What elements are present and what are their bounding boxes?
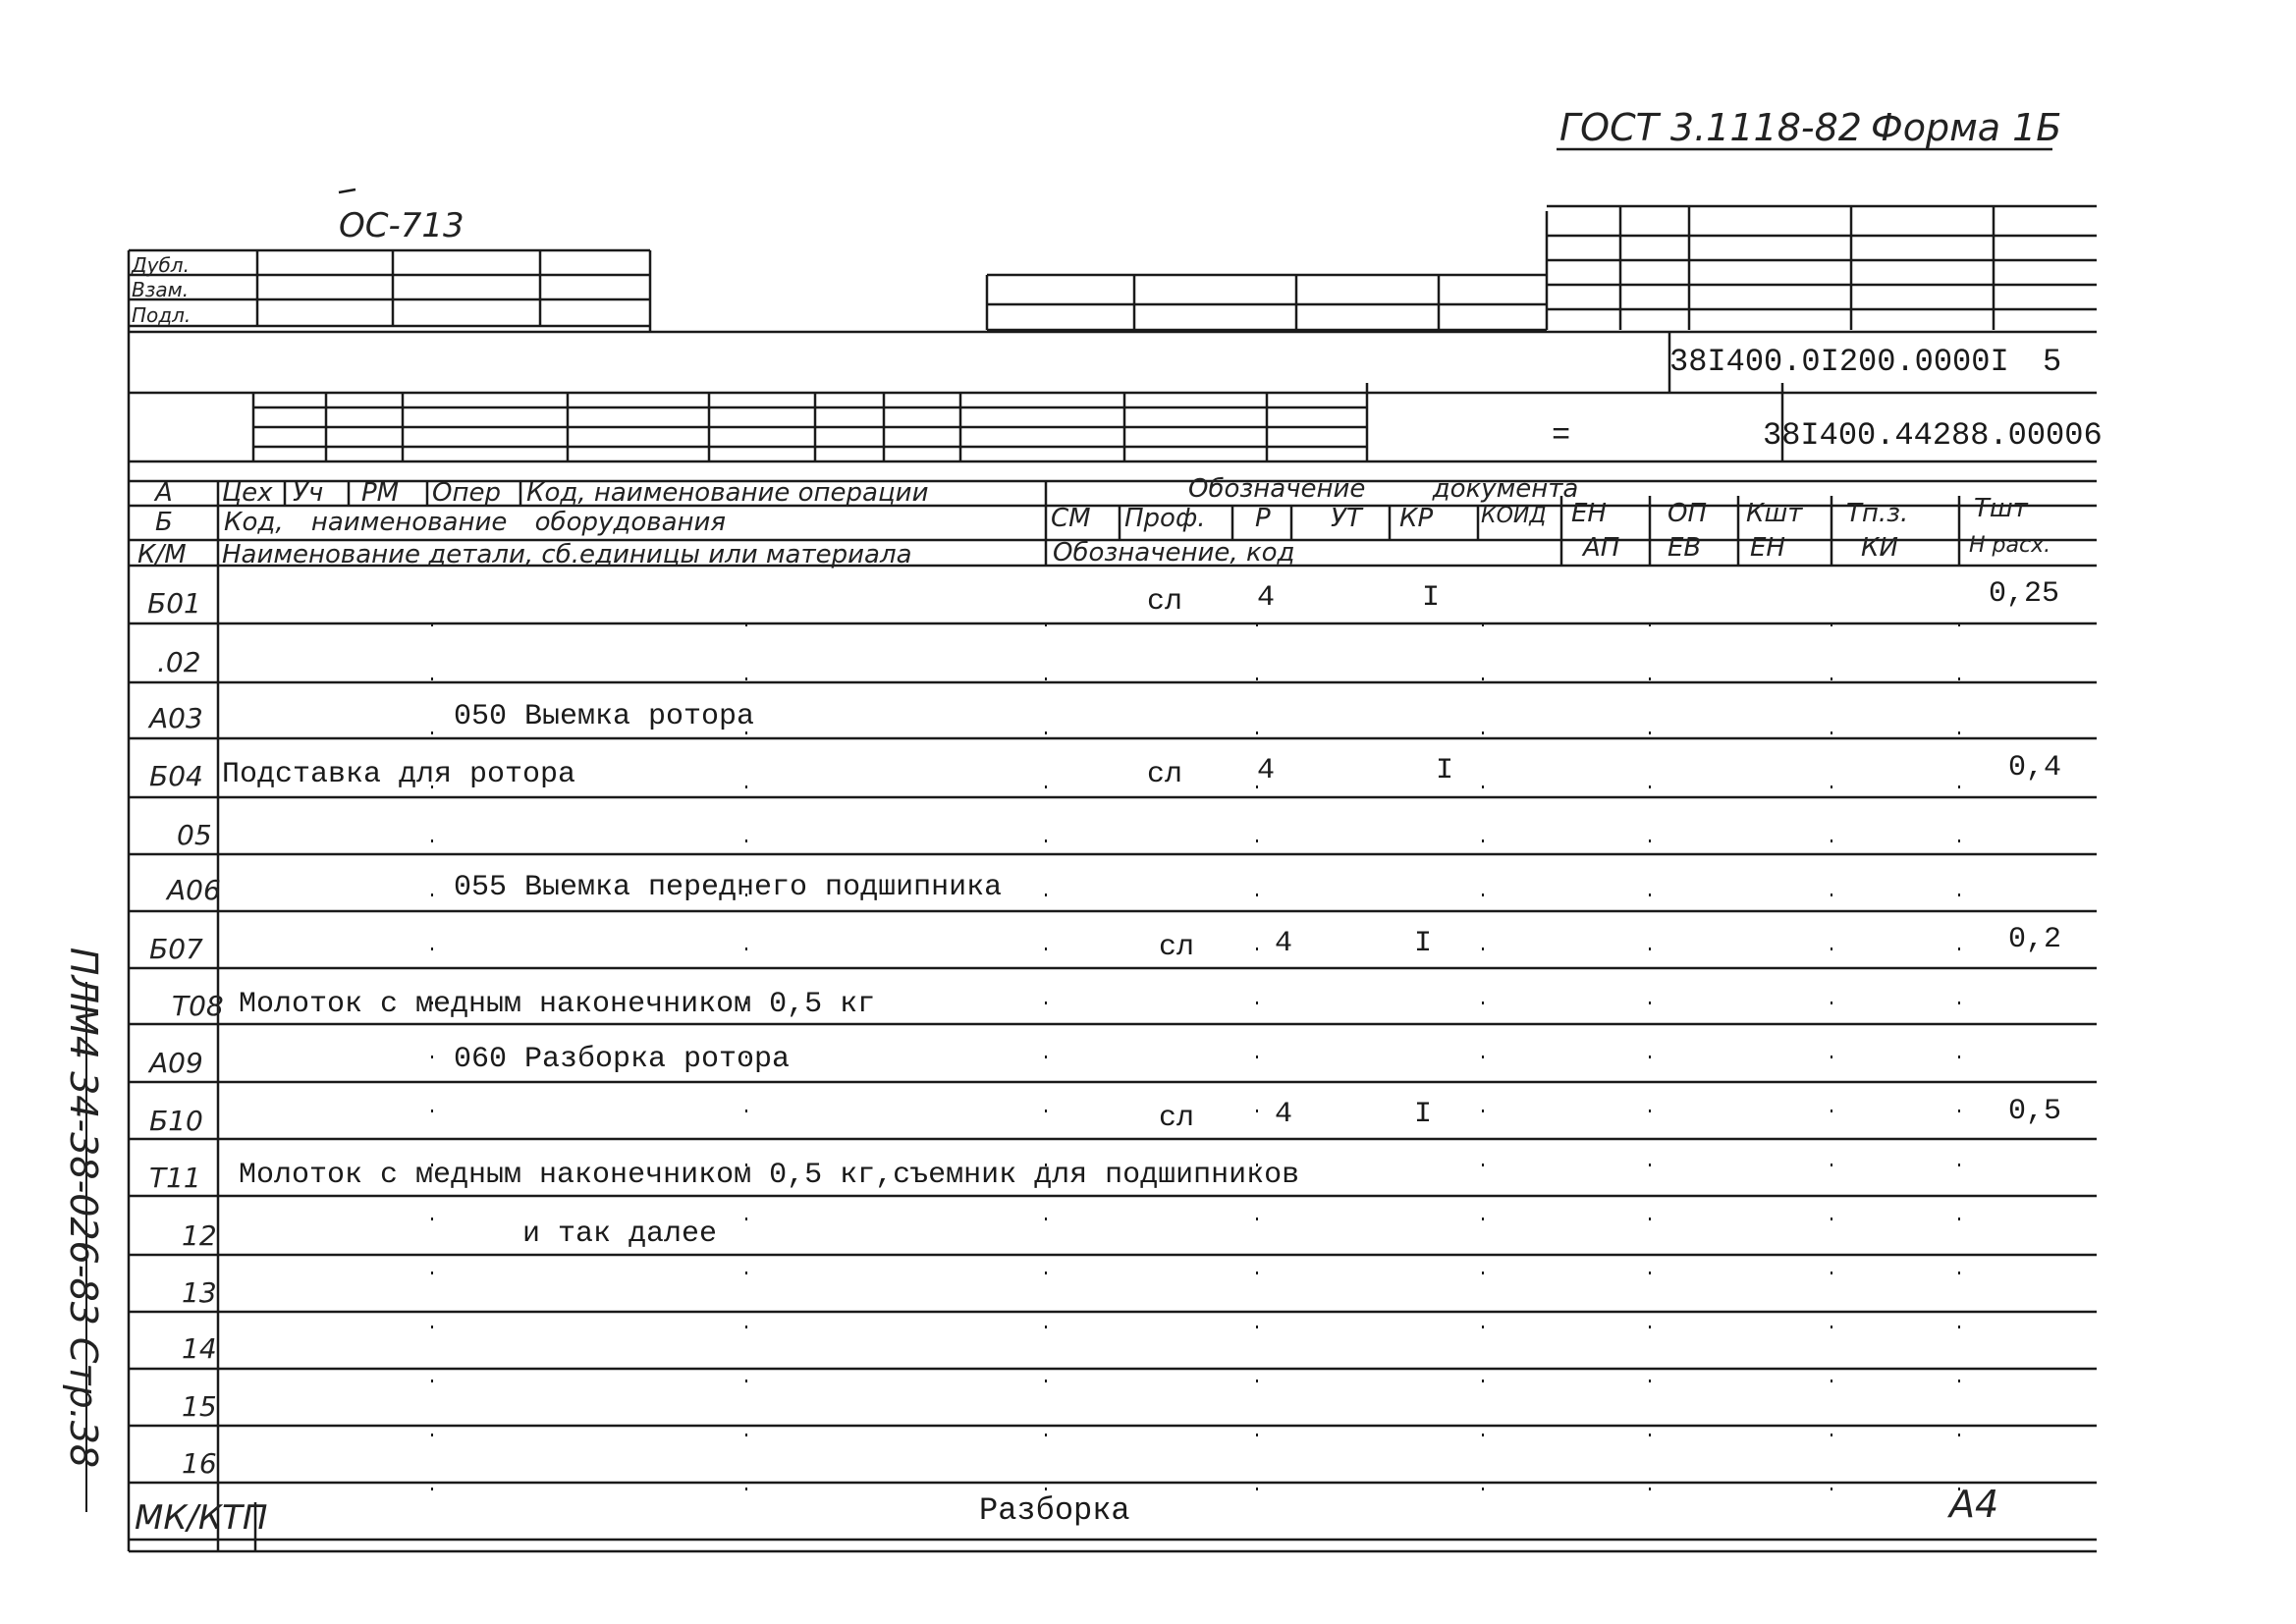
hdr-nrash: Н расх. — [1969, 533, 2051, 558]
row-label: 05 — [177, 819, 212, 851]
row-prof: сл — [1159, 1102, 1195, 1135]
hdr-ksht: Кшт — [1746, 499, 1803, 528]
footer-title: Разборка — [979, 1492, 1130, 1529]
hdr-equip: Код, наименование оборудования — [224, 508, 727, 537]
hdr-oper-name: Код, наименование операции — [526, 478, 929, 508]
row-tsht: 0,5 — [2008, 1095, 2062, 1128]
hdr-rm: РМ — [361, 478, 400, 508]
row-label: .02 — [157, 646, 201, 678]
doc-code-2: 38I400.44288.00006 — [1763, 417, 2103, 454]
row-ut: I — [1414, 1098, 1433, 1131]
row-r: 4 — [1257, 754, 1276, 787]
hdr-oper: Опер — [432, 478, 501, 508]
hdr-prof: Проф. — [1124, 504, 1206, 533]
top-note: ОС-713 — [339, 206, 465, 245]
hdr-detail: Наименование детали, сб.единицы или материала — [222, 540, 912, 569]
row-text: Молоток с медным наконечником 0,5 кг,съемник для подшипников — [239, 1159, 1300, 1192]
hdr-ut: УТ — [1331, 504, 1362, 533]
row-text: Молоток с медным наконечником 0,5 кг — [239, 988, 876, 1021]
row-prof: сл — [1147, 585, 1183, 619]
doc-code-1: 38I400.0I200.0000I — [1669, 344, 2009, 380]
row-tsht: 0,4 — [2008, 751, 2062, 785]
row-label: Б07 — [149, 933, 203, 965]
hdr-en: ЕН — [1571, 499, 1607, 528]
row-label: А06 — [167, 874, 221, 906]
hdr-a-prefix: А — [155, 478, 173, 508]
footer-doc-type: МК/КТП — [135, 1498, 268, 1538]
form-standard: ГОСТ 3.1118-82 — [1559, 106, 1862, 149]
row-ut: I — [1436, 754, 1454, 787]
hdr-ev: ЕВ — [1667, 533, 1702, 563]
row-prof: сл — [1159, 931, 1195, 964]
side-note: ПЛМ4 34-38-026-83 Стр.38 — [62, 947, 105, 1469]
row-text: и так далее — [522, 1218, 718, 1251]
hdr-sm: СМ — [1051, 504, 1091, 533]
row-prof: сл — [1147, 758, 1183, 791]
hdr-kr: КР — [1399, 504, 1434, 533]
row-r: 4 — [1275, 927, 1293, 960]
doc-mark: = — [1552, 417, 1571, 454]
sheet-number: 5 — [2043, 344, 2062, 380]
sign-row-dubl: Дубл. — [132, 253, 190, 277]
row-label: 13 — [182, 1276, 217, 1309]
row-text: 050 Выемка ротора — [454, 700, 755, 733]
row-text: Подставка для ротора — [222, 758, 576, 791]
footer-format: А4 — [1949, 1483, 1999, 1526]
row-text: 060 Разборка ротора — [454, 1043, 791, 1076]
hdr-km-prefix: К/М — [137, 540, 187, 569]
hdr-b-prefix: Б — [155, 508, 173, 537]
hdr-oboz: Обозначение, код — [1053, 538, 1295, 568]
row-text: 055 Выемка переднего подшипника — [454, 871, 1003, 904]
row-r: 4 — [1257, 581, 1276, 615]
row-label: 15 — [182, 1390, 217, 1423]
hdr-r: Р — [1255, 504, 1271, 533]
row-label: Б04 — [149, 760, 203, 792]
row-label: Т11 — [149, 1162, 201, 1194]
row-label: А03 — [149, 702, 203, 734]
row-ut: I — [1422, 581, 1441, 615]
row-label: 14 — [182, 1332, 217, 1365]
hdr-koid: КОИД — [1481, 504, 1547, 528]
hdr-ceh: Цех — [222, 478, 273, 508]
row-label: Б10 — [149, 1105, 203, 1137]
sign-row-vzam: Взам. — [132, 278, 190, 301]
hdr-en-2: ЕН — [1750, 533, 1785, 563]
row-tsht: 0,2 — [2008, 923, 2062, 956]
hdr-ki: КИ — [1861, 533, 1898, 563]
row-ut: I — [1414, 927, 1433, 960]
form-name: Форма 1Б — [1871, 106, 2062, 149]
hdr-tpz: Тп.з. — [1846, 499, 1909, 528]
hdr-doc: Обозначение документа — [1188, 474, 1579, 504]
hdr-tsht: Тшт — [1974, 494, 2028, 523]
row-label: Т08 — [172, 990, 224, 1022]
hdr-uch: Уч — [293, 478, 324, 508]
hdr-op: ОП — [1667, 499, 1708, 528]
row-r: 4 — [1275, 1098, 1293, 1131]
row-label: 16 — [182, 1447, 217, 1480]
row-tsht: 0,25 — [1989, 577, 2060, 611]
row-label: А09 — [149, 1047, 203, 1079]
row-label: Б01 — [147, 587, 201, 620]
hdr-ap: АП — [1583, 533, 1620, 563]
row-label: 12 — [182, 1219, 217, 1252]
sign-row-podl: Подл. — [132, 303, 191, 327]
